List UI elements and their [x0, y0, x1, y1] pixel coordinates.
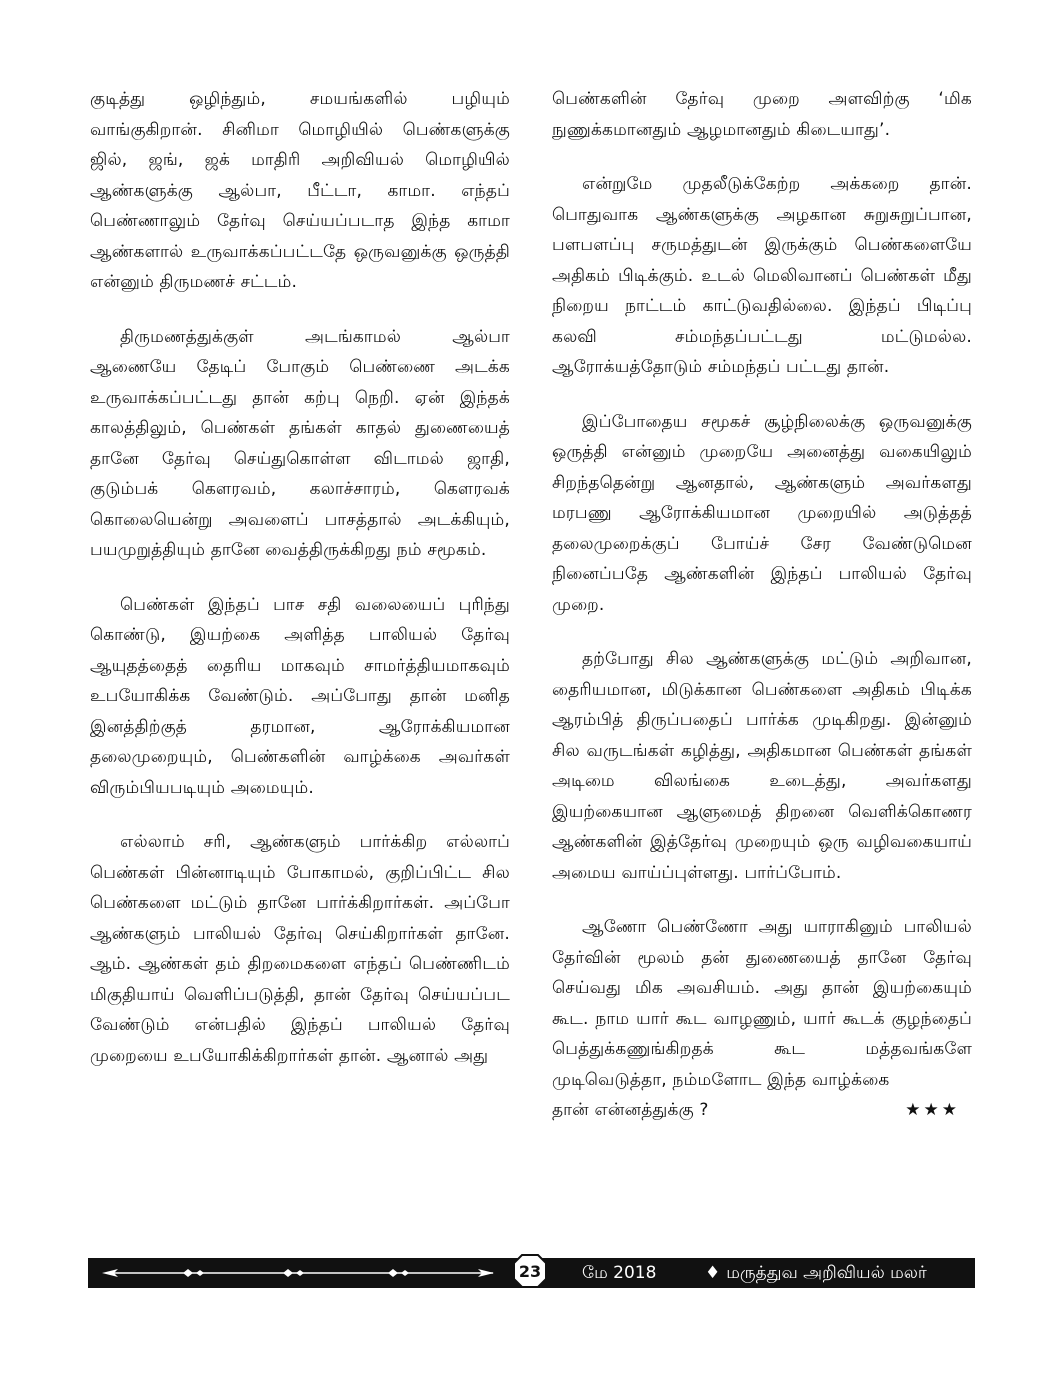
- closing-line: [552, 1095, 972, 1126]
- paragraph: திருமணத்துக்குள் அடங்காமல் ஆல்பா ஆணையே தேடிப் போகும் பெண்ணை அடக்க உருவாக்கப்பட்டது தான் கற்பு நெறி. ஏன் இந்தக் காலத்திலும், பெண்கள் தங்கள் காதல் துணையைத் தானே தேர்வு செய்துகொள்ள விடாமல் ஜாதி, குடும்பக் கௌரவம், கலாச்சாரம், கௌரவக் கொலையென்று அவளைப் பாசத்தால் அடக்கியும், பயமுறுத்தியும் தானே வைத்திருக்கிறது நம் சமூகம்.: [90, 326, 510, 560]
- page-number-badge: [513, 1254, 547, 1288]
- end-mark: ★★★: [905, 1100, 960, 1120]
- paragraph: பெண்கள் இந்தப் பாச சதி வலையைப் புரிந்து கொண்டு, இயற்கை அளித்த பாலியல் தேர்வு ஆயுதத்தைத் தைரிய மாகவும் சாமர்த்தியமாகவும் உபயோகிக்க வேண்டும். அப்போது தான் மனித இனத்திற்குத் தரமான, ஆரோக்கியமான தலைமுறையும், பெண்களின் வாழ்க்கை அவர்கள் விரும்பியபடியும் அமையும்.: [90, 594, 510, 798]
- right-column: [552, 84, 972, 1150]
- publication-title: மருத்துவ அறிவியல் மலர்: [726, 1263, 927, 1283]
- publication-name: [705, 1258, 927, 1288]
- paragraph: என்றுமே முதலீடுக்கேற்ற அக்கறை தான். பொதுவாக ஆண்களுக்கு அழகான சுறுசுறுப்பான, பளபளப்பு சருமத்துடன் இருக்கும் பெண்களையே அதிகம் பிடிக்கும். உடல் மெலிவானப் பெண்கள் மீது நிறைய நாட்டம் காட்டுவதில்லை. இந்தப் பிடிப்பு கலவி சம்மந்தப்பட்டது மட்டுமல்ல. ஆரோக்யத்தோடும் சம்மந்தப் பட்டது தான்.: [552, 174, 972, 377]
- ornament-line-icon: [88, 1258, 508, 1288]
- paragraph: குடித்து ஒழிந்தும், சமயங்களில் பழியும் வாங்குகிறான். சினிமா மொழியில் பெண்களுக்கு ஜில், ஜங், ஜக் மாதிரி அறிவியல் மொழியில் ஆண்களுக்கு ஆல்பா, பீட்டா, காமா. எந்தப் பெண்ணாலும் தேர்வு செய்யப்படாத இந்த காமா ஆண்களால் உருவாக்கப்பட்டதே ஒருவனுக்கு ஒருத்தி என்னும் திருமணச் சட்டம்.: [90, 89, 510, 292]
- paragraph: எல்லாம் சரி, ஆண்களும் பார்க்கிற எல்லாப் பெண்கள் பின்னாடியும் போகாமல், குறிப்பிட்ட சில பெண்களை மட்டும் தானே பார்க்கிறார்கள். அப்போ ஆண்களும் பாலியல் தேர்வு செய்கிறார்கள் தானே. ஆம். ஆண்கள் தம் திறமைகளை எந்தப் பெண்ணிடம் மிகுதியாய் வெளிப்படுத்தி, தான் தேர்வு செய்யப்பட வேண்டும் என்பதில் இந்தப் பாலியல் தேர்வு முறையை உபயோகிக்கிறார்கள் தான். ஆனால் அது: [90, 832, 510, 1066]
- page-number: 23: [518, 1261, 542, 1281]
- closing-text: தான் என்னத்துக்கு ?: [552, 1100, 709, 1120]
- paragraph: ஆணோ பெண்ணோ அது யாராகினும் பாலியல் தேர்வின் மூலம் தன் துணையைத் தானே தேர்வு செய்வது மிக அவசியம். அது தான் இயற்கையும் கூட. நாம யார் கூட வாழணும், யார் கூடக் குழந்தைப் பெத்துக்கணுங்கிறதக் கூட மத்தவங்களே முடிவெடுத்தா, நம்மளோட இந்த வாழ்க்கை: [552, 917, 972, 1090]
- paragraph: தற்போது சில ஆண்களுக்கு மட்டும் அறிவான, தைரியமான, மிடுக்கான பெண்களை அதிகம் பிடிக்க ஆரம்பித் திருப்பதைப் பார்க்க முடிகிறது. இன்னும் சில வருடங்கள் கழித்து, அதிகமான பெண்கள் தங்கள் அடிமை விலங்கை உடைத்து, அவர்களது இயற்கையான ஆளுமைத் திறனை வெளிக்கொணர ஆண்களின் இத்தேர்வு முறையும் ஒரு வழிவகையாய் அமைய வாய்ப்புள்ளது. பார்ப்போம்.: [552, 649, 972, 883]
- diamond-icon: ♦: [705, 1263, 721, 1283]
- paragraph: பெண்களின் தேர்வு முறை அளவிற்கு ‘மிக நுணுக்கமானதும் ஆழமானதும் கிடையாது’.: [552, 89, 972, 140]
- paragraph: இப்போதைய சமூகச் சூழ்நிலைக்கு ஒருவனுக்கு ஒருத்தி என்னும் முறையே அனைத்து வகையிலும் சிறந்ததென்று ஆனதால், ஆண்களும் அவர்களது மரபணு ஆரோக்கியமான முறையில் அடுத்தத் தலைமுறைக்குப் போய்ச் சேர வேண்டுமென நினைப்பதே ஆண்களின் இந்தப் பாலியல் தேர்வு முறை.: [552, 411, 972, 615]
- issue-date: மே 2018: [582, 1263, 657, 1283]
- left-column: [90, 84, 510, 1095]
